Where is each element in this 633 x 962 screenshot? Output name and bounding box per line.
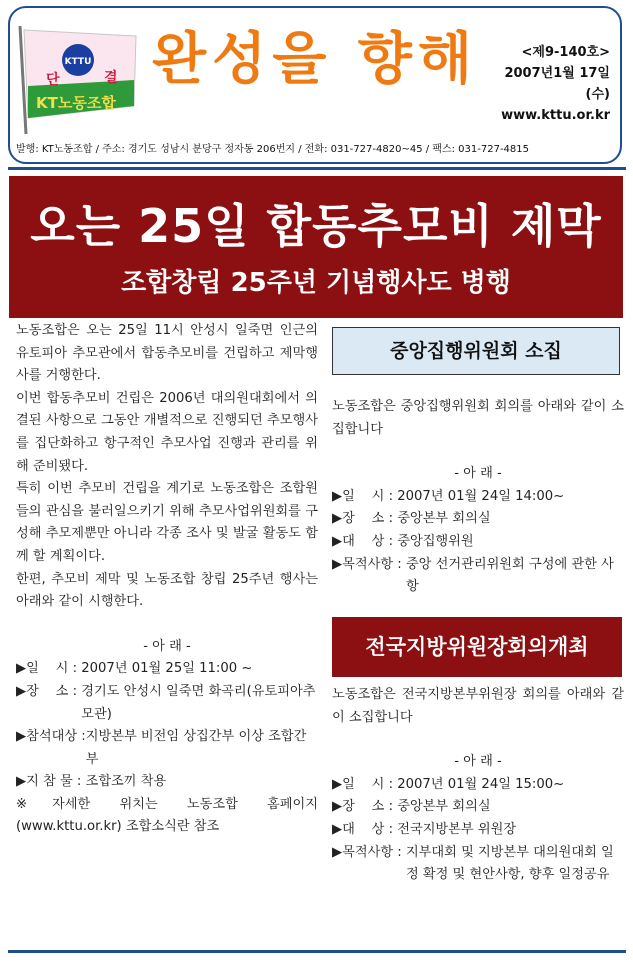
section-heading-regional-chairs: 전국지방위원장회의개최 <box>332 617 622 677</box>
notice-intro: 노동조합은 전국지방본부위원장 회의를 아래와 같이 소집합니다 <box>332 687 624 725</box>
detail-item: ▶일 시 : 2007년 01월 24일 15:00~ <box>332 776 565 792</box>
flag-bottom-text: KT노동조합 <box>36 94 116 112</box>
union-flag-logo <box>16 22 140 134</box>
headline-title: 오는 25일 합동추모비 제막 <box>30 199 602 253</box>
reference-note: ※자세한 위치는 노동조합 홈페이지(www.kttu.or.kr) 조합소식란 참조 <box>16 796 318 835</box>
notice-title: - 아 래 - <box>454 754 502 770</box>
notice-intro: 노동조합은 중앙집행위원회 회의를 아래와 같이 소집합니다 <box>332 399 624 437</box>
headline-banner <box>9 176 623 318</box>
detail-item: ▶대 상 : 전국지방본부 위원장 <box>332 821 517 837</box>
notice-title: - 아 래 - <box>454 466 502 482</box>
detail-item: ▶지 참 물 : 조합조끼 착용 <box>16 774 167 790</box>
detail-item: ▶참석대상 : 지방본부 비전임 상집간부 이상 조합간부 <box>16 729 307 767</box>
spacer <box>332 441 624 463</box>
detail-item: ▶목적사항 : 지부대회 및 지방본부 대의원대회 일정 확정 및 현안사항, 향후 일정공유 <box>332 844 614 883</box>
headline-subtitle: 조합창립 25주년 기념행사도 병행 <box>121 268 511 298</box>
bottom-divider <box>8 950 626 953</box>
main-article <box>16 320 318 839</box>
top-divider <box>8 167 626 170</box>
spacer <box>16 614 318 636</box>
flag-left-text: 단 <box>46 72 60 88</box>
executive-committee-notice <box>332 396 624 599</box>
detail-item: ▶대 상 : 중앙집행위원 <box>332 533 474 549</box>
section-heading-executive-committee: 중앙집행위원회 소집 <box>332 327 620 375</box>
notice-title: - 아 래 - <box>143 638 191 654</box>
issue-date: 2007년1월 17일(수) <box>504 66 610 102</box>
article-paragraph: 특히 이번 추모비 건립을 계기로 노동조합은 조합원들의 관심을 불러일으키기 위해 추모사업위원회를 구성해 추모제뿐만 아니라 각종 조사 및 발굴 활동도 함께 할 계획이다. <box>16 481 318 564</box>
detail-item: ▶장 소 : 중앙본부 회의실 <box>332 799 491 815</box>
regional-chairs-notice <box>332 684 624 887</box>
article-paragraph: 이번 합동추모비 건립은 2006년 대의원대회에서 의결된 사항으로 그동안 개별적으로 진행되던 추모행사를 집단화하고 항구적인 추모사업 진행과 관리를 위해 준비됐다. <box>16 390 318 474</box>
issue-number: <제9-140호> <box>521 45 610 60</box>
publisher-line: 발행: KT노동조합 / 주소: 경기도 성남시 분당구 정자동 206번지 / 전화: 031-727-4820~45 / 팩스: 031-727-4815 <box>16 144 530 155</box>
detail-item: ▶장 소 : 경기도 안성시 일죽면 화곡리(유토피아추모관) <box>16 683 316 722</box>
website: www.kttu.or.kr <box>501 108 610 123</box>
flag-top-text: KTTU <box>64 57 92 67</box>
detail-item: ▶장 소 : 중앙본부 회의실 <box>332 511 491 527</box>
detail-item: ▶목적사항 : 중앙 선거관리위원회 구성에 관한 사항 <box>332 556 614 595</box>
flag-right-text: 결 <box>104 70 118 86</box>
article-paragraph: 한편, 추모비 제막 및 노동조합 창립 25주년 행사는 아래와 같이 시행한다. <box>16 571 318 610</box>
article-paragraph: 노동조합은 오는 25일 11시 안성시 일죽면 인근의 유토피아 추모관에서 합동추모비를 건립하고 제막행사를 거행한다. <box>16 323 318 384</box>
detail-item: ▶일 시 : 2007년 01월 25일 11:00 ~ <box>16 661 253 677</box>
masthead-title: 완성을 향해 <box>152 27 478 92</box>
issue-info <box>482 42 610 126</box>
detail-item: ▶일 시 : 2007년 01월 24일 14:00~ <box>332 488 565 504</box>
spacer <box>332 729 624 751</box>
